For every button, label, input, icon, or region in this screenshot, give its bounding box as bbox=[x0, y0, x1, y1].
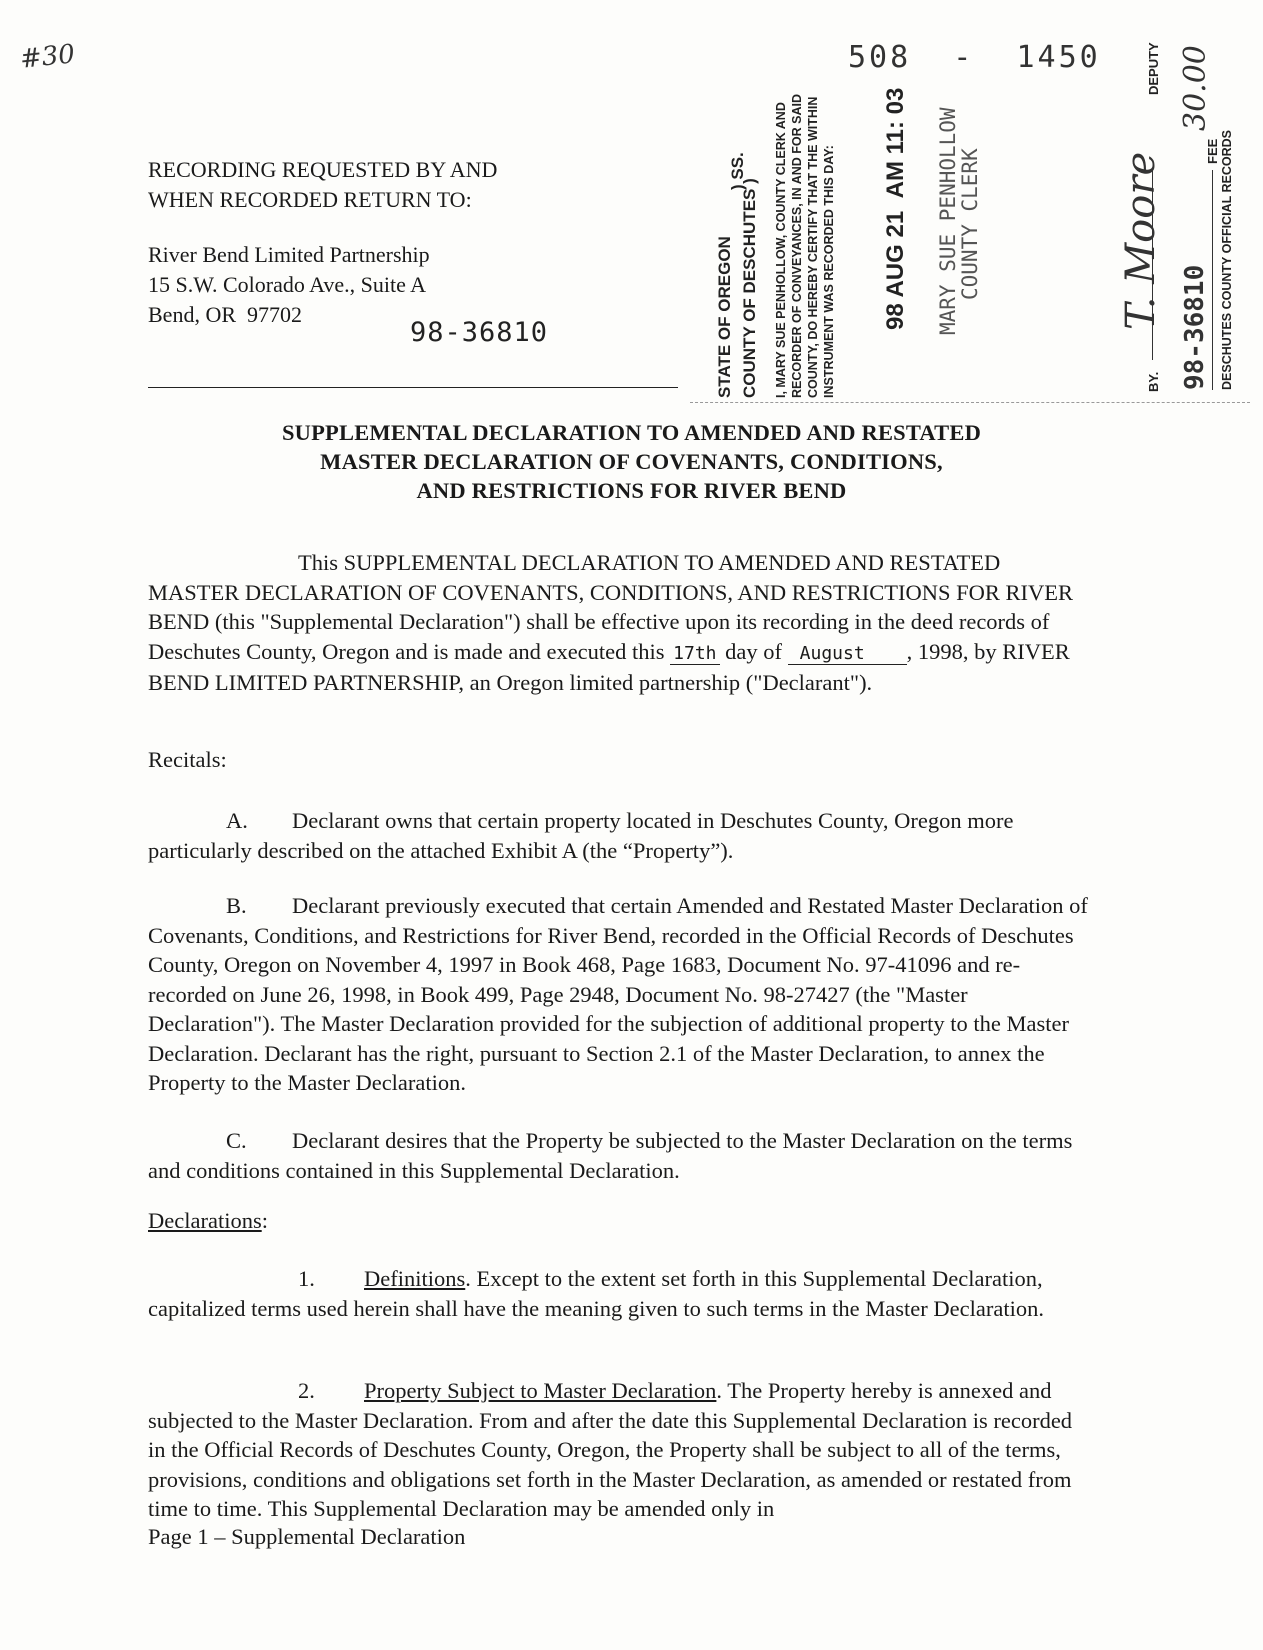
execution-month: August bbox=[788, 643, 907, 665]
clerk-certification-line4: INSTRUMENT WAS RECORDED THIS DAY: bbox=[822, 145, 836, 398]
clerk-title: COUNTY CLERK bbox=[958, 148, 982, 300]
recitals-heading: Recitals: bbox=[148, 747, 227, 772]
section-1 bbox=[148, 1264, 1093, 1323]
declarations-heading: Declarations bbox=[148, 1208, 262, 1233]
recital-a-text: Declarant owns that certain property located in Deschutes County, Oregon more particularly described on the attached Exhibit A (the “Property”). bbox=[148, 808, 1014, 863]
deputy-signature: T. Moore bbox=[1118, 151, 1164, 330]
recital-c-marker: C. bbox=[226, 1128, 247, 1153]
execution-day: 17th bbox=[670, 643, 719, 665]
stamp-bottom-edge bbox=[690, 402, 1250, 403]
city-state-zip: Bend, OR 97702 bbox=[148, 302, 302, 327]
state-line: STATE OF OREGON bbox=[715, 236, 734, 398]
clerk-certification-line1: I, MARY SUE PENHOLLOW, COUNTY CLERK AND bbox=[774, 102, 788, 398]
intro-text-part2: day of bbox=[725, 638, 783, 664]
document-title bbox=[160, 418, 1103, 505]
return-heading-line1: RECORDING REQUESTED BY AND bbox=[148, 157, 498, 182]
addressee: River Bend Limited Partnership bbox=[148, 242, 430, 267]
book-page-number: 508 - 1450 bbox=[848, 40, 1101, 75]
corner-mark: #30 bbox=[18, 39, 77, 75]
recital-b-marker: B. bbox=[226, 893, 247, 918]
section-1-text: . Except to the extent set forth in this Supplemental Declaration, capitalized terms used herein shall have the meaning given to such terms in the Master Declaration. bbox=[148, 1266, 1044, 1321]
return-block-rule bbox=[148, 387, 678, 388]
declarations-heading-row bbox=[148, 1206, 1093, 1236]
deputy-label: DEPUTY bbox=[1146, 42, 1161, 95]
stamp-doc-number: 98-36810 bbox=[1180, 264, 1210, 390]
fee-value: 30.00 bbox=[1178, 45, 1213, 131]
county-line: COUNTY OF DESCHUTES ) bbox=[740, 178, 759, 398]
section-2-number: 2. bbox=[298, 1378, 315, 1403]
fee-label: FEE bbox=[1205, 138, 1220, 164]
title-line3: AND RESTRICTIONS FOR RIVER BEND bbox=[416, 478, 847, 503]
return-heading-line2: WHEN RECORDED RETURN TO: bbox=[148, 187, 472, 212]
section-1-heading: Definitions bbox=[364, 1266, 466, 1291]
street-address: 15 S.W. Colorado Ave., Suite A bbox=[148, 272, 427, 297]
clerk-name: MARY SUE PENHOLLOW bbox=[936, 107, 960, 335]
recorded-date-time: 98 AUG 21 AM 11: 03 bbox=[882, 87, 909, 330]
section-2 bbox=[148, 1376, 1093, 1524]
document-number: 98-36810 bbox=[410, 317, 549, 348]
recital-b-text: Declarant previously executed that certain Amended and Restated Master Declaration of Covenants, Conditions, and Restrictions for River Bend, recorded in the Official Records of Deschutes County, Oregon on November 4, 1997 in Book 468, Page 1683, Document No. 97-41096 and re-recorded on June 26, 1998, in Book 499, Page 2948, Document No. 98-27427 (the "Master Declaration"). The Master Declaration provided for the subjection of additional property to the Master Declaration. Declarant has the right, pursuant to Section 2.1 of the Master Declaration, to annex the Property to the Master Declaration. bbox=[148, 893, 1088, 1095]
intro-paragraph bbox=[148, 548, 1093, 698]
recital-a bbox=[148, 806, 1093, 865]
official-records-label: DESCHUTES COUNTY OFFICIAL RECORDS bbox=[1220, 130, 1234, 390]
recital-c bbox=[148, 1126, 1093, 1185]
recital-b bbox=[148, 891, 1093, 1098]
clerk-certification-line2: RECORDER OF CONVEYANCES, IN AND FOR SAID bbox=[790, 94, 804, 398]
recital-a-marker: A. bbox=[226, 808, 248, 833]
recital-c-text: Declarant desires that the Property be subjected to the Master Declaration on the terms and conditions contained in this Supplemental Declaration. bbox=[148, 1128, 1073, 1183]
intro-text-part1: This SUPPLEMENTAL DECLARATION TO AMENDED AND RESTATED MASTER DECLARATION OF COVENANTS, CONDITIONS, AND RESTRICTIONS FOR RIVER BEND (this "Supplemental Declaration") shall be effective upon its recording in the deed records of Deschutes County, Oregon and is made and executed this bbox=[148, 550, 1074, 664]
intro-text-part3: , 1998, by RIVER BEND LIMITED PARTNERSHIP, an Oregon limited partnership ("Declarant"). bbox=[148, 638, 1070, 695]
section-2-text: . The Property hereby is annexed and subjected to the Master Declaration. From and after the date this Supplemental Declaration is recorded in the Official Records of Deschutes County, Oregon, the Property shall be subject to all of the terms, provisions, conditions and obligations set forth in the Master Declaration, as amended or restated from time to time. This Supplemental Declaration may be amended only in bbox=[148, 1378, 1073, 1521]
declarations-colon: : bbox=[261, 1208, 268, 1233]
title-line1: SUPPLEMENTAL DECLARATION TO AMENDED AND RESTATED bbox=[281, 420, 982, 445]
page-footer: Page 1 – Supplemental Declaration bbox=[148, 1524, 466, 1549]
doc-number-line bbox=[1212, 170, 1213, 390]
section-2-heading: Property Subject to Master Declaration bbox=[364, 1378, 717, 1403]
ss-mark: ) SS. bbox=[728, 152, 747, 190]
clerk-certification-line3: COUNTY, DO HEREBY CERTIFY THAT THE WITHIN bbox=[806, 96, 820, 398]
title-line2: MASTER DECLARATION OF COVENANTS, CONDITIONS, bbox=[320, 449, 943, 474]
section-1-number: 1. bbox=[298, 1266, 315, 1291]
by-label: BY. bbox=[1146, 371, 1161, 392]
